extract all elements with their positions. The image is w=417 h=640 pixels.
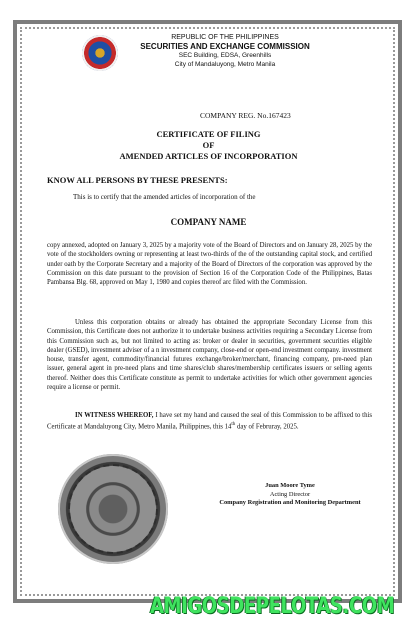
- address-line-1: SEC Building, EDSA, Greenhills: [178, 52, 272, 59]
- address-line-2: City of Mandaluyong, Metro Manila: [174, 60, 276, 68]
- sec-seal-icon: [82, 35, 118, 71]
- paragraph-adoption: copy annexed, adopted on January 3, 2025 by a majority vote of the Board of Directors and on January 28, 2025 by the vote of the stockholders owning or representing at least two-thirds of the of the outstanding capital stock, and certified under oath by the Corporate Secretary and a majority of the Board of Directors of the corporation was approved by the Commission on this date pursuant to the provision of Section 16 of the Corporation Code of the Philippines, Batas Pambansa Blg. 68, approved on May 1, 1980 and copies thereof arc filed with the Commission.: [47, 242, 372, 287]
- title-line-2: OF: [202, 140, 215, 150]
- paragraph-witness: [47, 411, 372, 432]
- certify-line: This is to certify that the amended articles of incorporation of the: [73, 193, 256, 201]
- title-line-3: AMENDED ARTICLES OF INCORPORATION: [119, 151, 298, 161]
- witness-text-2: day of Februray, 2025.: [235, 423, 299, 431]
- signature-block: [215, 482, 365, 508]
- seal-ring: [68, 464, 158, 554]
- republic-label: REPUBLIC OF THE PHILIPPINES: [171, 34, 279, 41]
- know-all-heading: KNOW ALL PERSONS BY THESE PRESENTS:: [47, 175, 228, 185]
- signatory-name: Juan Moore Tyme: [265, 482, 315, 489]
- company-name: COMPANY NAME: [170, 217, 247, 227]
- witness-text-1: I have set my hand and caused the seal of this Commission to be affixed to this Certificate at Mandaluyong City, Metro Manila, Philippines, this 14: [47, 412, 373, 431]
- paragraph-license: Unless this corporation obtains or already has obtained the appropriate Secondary License from this Commission, this Certificate does not authorize it to undertake business activities requiring a Secondary License from this Commission such as, but not limited to acting as: broker or dealer in securities, government securities eligible dealer (GSED), investment adviser of a n investment company, close-end or open-end investment company. investment house, transfer agent, commodity/financial futures exchange/broker/merchant, financing company, pre-need plan issuer, general agent in pre-need plans and time shares/club shares/membership certificates issuers or selling agents thereof. Neither does this Certificate constitute as permit to undertake activities for which other government agencies require a license or permit.: [47, 319, 372, 392]
- signatory-position: Acting Director: [269, 490, 311, 498]
- witness-sup: th: [231, 422, 236, 428]
- witness-bold: IN WITNESS WHEREOF,: [75, 412, 154, 419]
- title-line-1: CERTIFICATE OF FILING: [156, 129, 261, 139]
- certificate-header: [82, 33, 342, 103]
- header-text: [120, 33, 330, 69]
- commission-label: SECURITIES AND EXCHANGE COMMISSION: [140, 42, 310, 51]
- signatory-department: Company Registration and Monitoring Department: [219, 499, 361, 506]
- company-reg-number: COMPANY REG. No.167423: [200, 111, 291, 120]
- watermark-text: AMIGOSDEPELOTAS.COM: [150, 594, 395, 619]
- embossed-seal-icon: [58, 454, 168, 564]
